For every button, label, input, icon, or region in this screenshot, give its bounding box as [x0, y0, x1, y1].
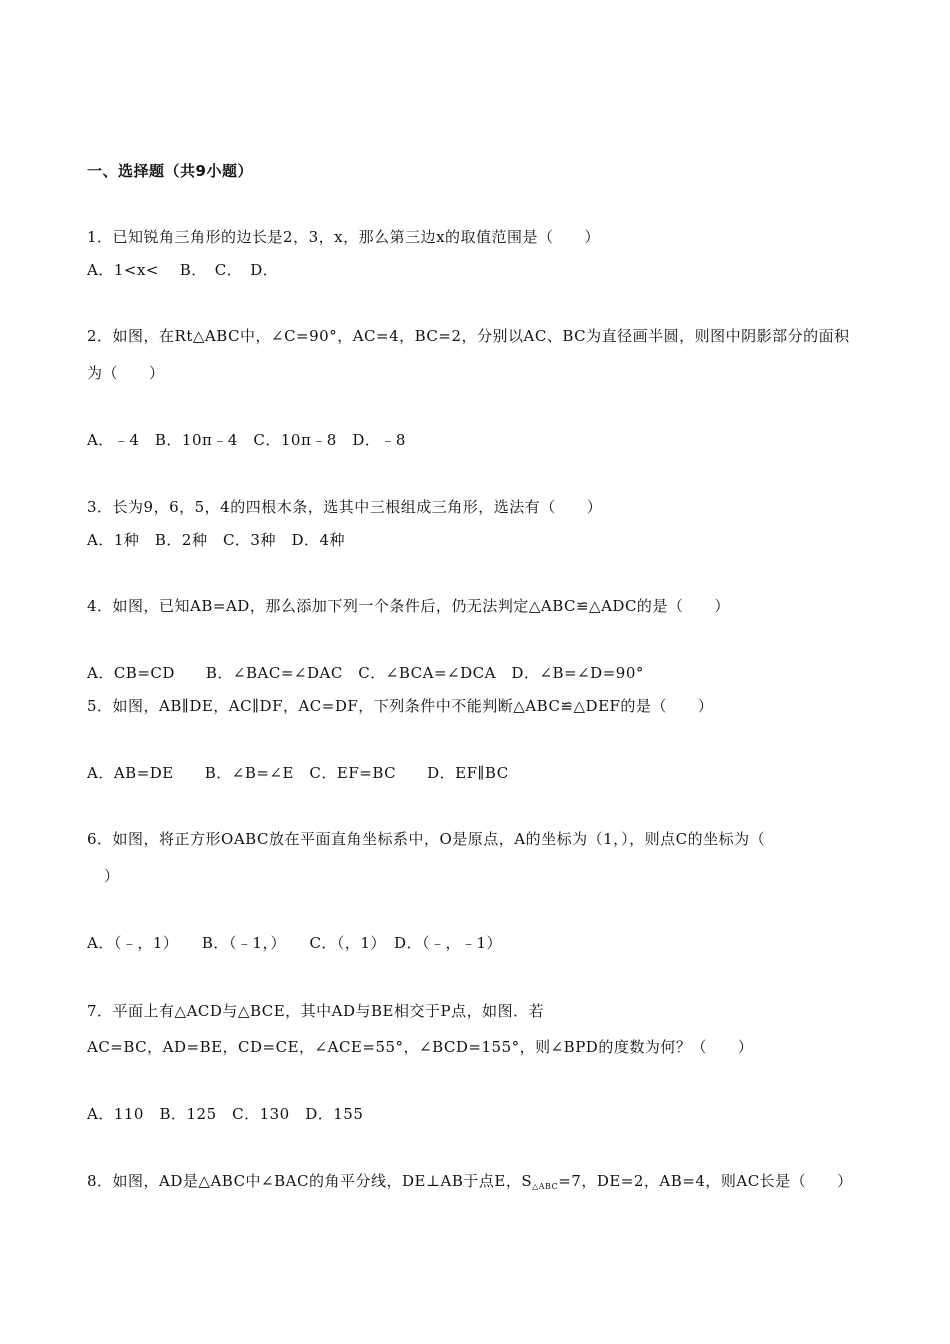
question-4-options: A．CB=CD B．∠BAC=∠DAC C．∠BCA=∠DCA D．∠B=∠D=90°: [87, 664, 644, 682]
question-2-stem: 2．如图，在Rt△ABC中，∠C=90°，AC=4，BC=2，分别以AC、BC为直径画半圆，则图中阴影部分的面积: [87, 327, 850, 345]
question-1-stem: 1．已知锐角三角形的边长是2，3，x，那么第三边x的取值范围是（ ）: [87, 228, 601, 246]
question-5-options: A．AB=DE B．∠B=∠E C．EF=BC D．EF∥BC: [87, 764, 509, 782]
question-8-subscript: △ABC: [532, 1182, 559, 1191]
question-6-stem-continued: ）: [104, 867, 120, 885]
section-title: 一、选择题（共9小题）: [87, 162, 253, 180]
question-8-stem: [87, 1171, 853, 1197]
question-3-options: A．1种 B．2种 C．3种 D．4种: [87, 531, 346, 549]
question-4-stem: 4．如图，已知AB=AD，那么添加下列一个条件后，仍无法判定△ABC≌△ADC的是（ ）: [87, 597, 730, 615]
question-8-stem-part2: =7，DE=2，AB=4，则AC长是（ ）: [558, 1172, 853, 1190]
question-7-options: A．110 B．125 C．130 D．155: [87, 1105, 364, 1123]
question-3-stem: 3．长为9，6，5，4的四根木条，选其中三根组成三角形，选法有（ ）: [87, 498, 603, 516]
question-6-options: A．（﹣，1） B．（﹣1，） C．（，1） D．（﹣，﹣1）: [87, 934, 503, 952]
question-7-stem-continued: AC=BC，AD=BE，CD=CE，∠ACE=55°，∠BCD=155°，则∠BPD的度数为何？（ ）: [87, 1038, 754, 1056]
question-6-stem: 6．如图，将正方形OABC放在平面直角坐标系中，O是原点，A的坐标为（1，），则点C的坐标为（: [87, 830, 766, 848]
question-7-stem: 7．平面上有△ACD与△BCE，其中AD与BE相交于P点，如图．若: [87, 1002, 545, 1020]
question-2-stem-continued: 为（ ）: [87, 364, 165, 382]
question-5-stem: 5．如图，AB∥DE，AC∥DF，AC=DF，下列条件中不能判断△ABC≌△DEF的是（ ）: [87, 697, 714, 715]
question-8-stem-part1: 8．如图，AD是△ABC中∠BAC的角平分线，DE⊥AB于点E，S: [87, 1172, 533, 1190]
question-1-options: A．1<x< B． C． D．: [87, 261, 279, 279]
question-2-options: A．﹣4 B．10π﹣4 C．10π﹣8 D．﹣8: [87, 431, 406, 449]
